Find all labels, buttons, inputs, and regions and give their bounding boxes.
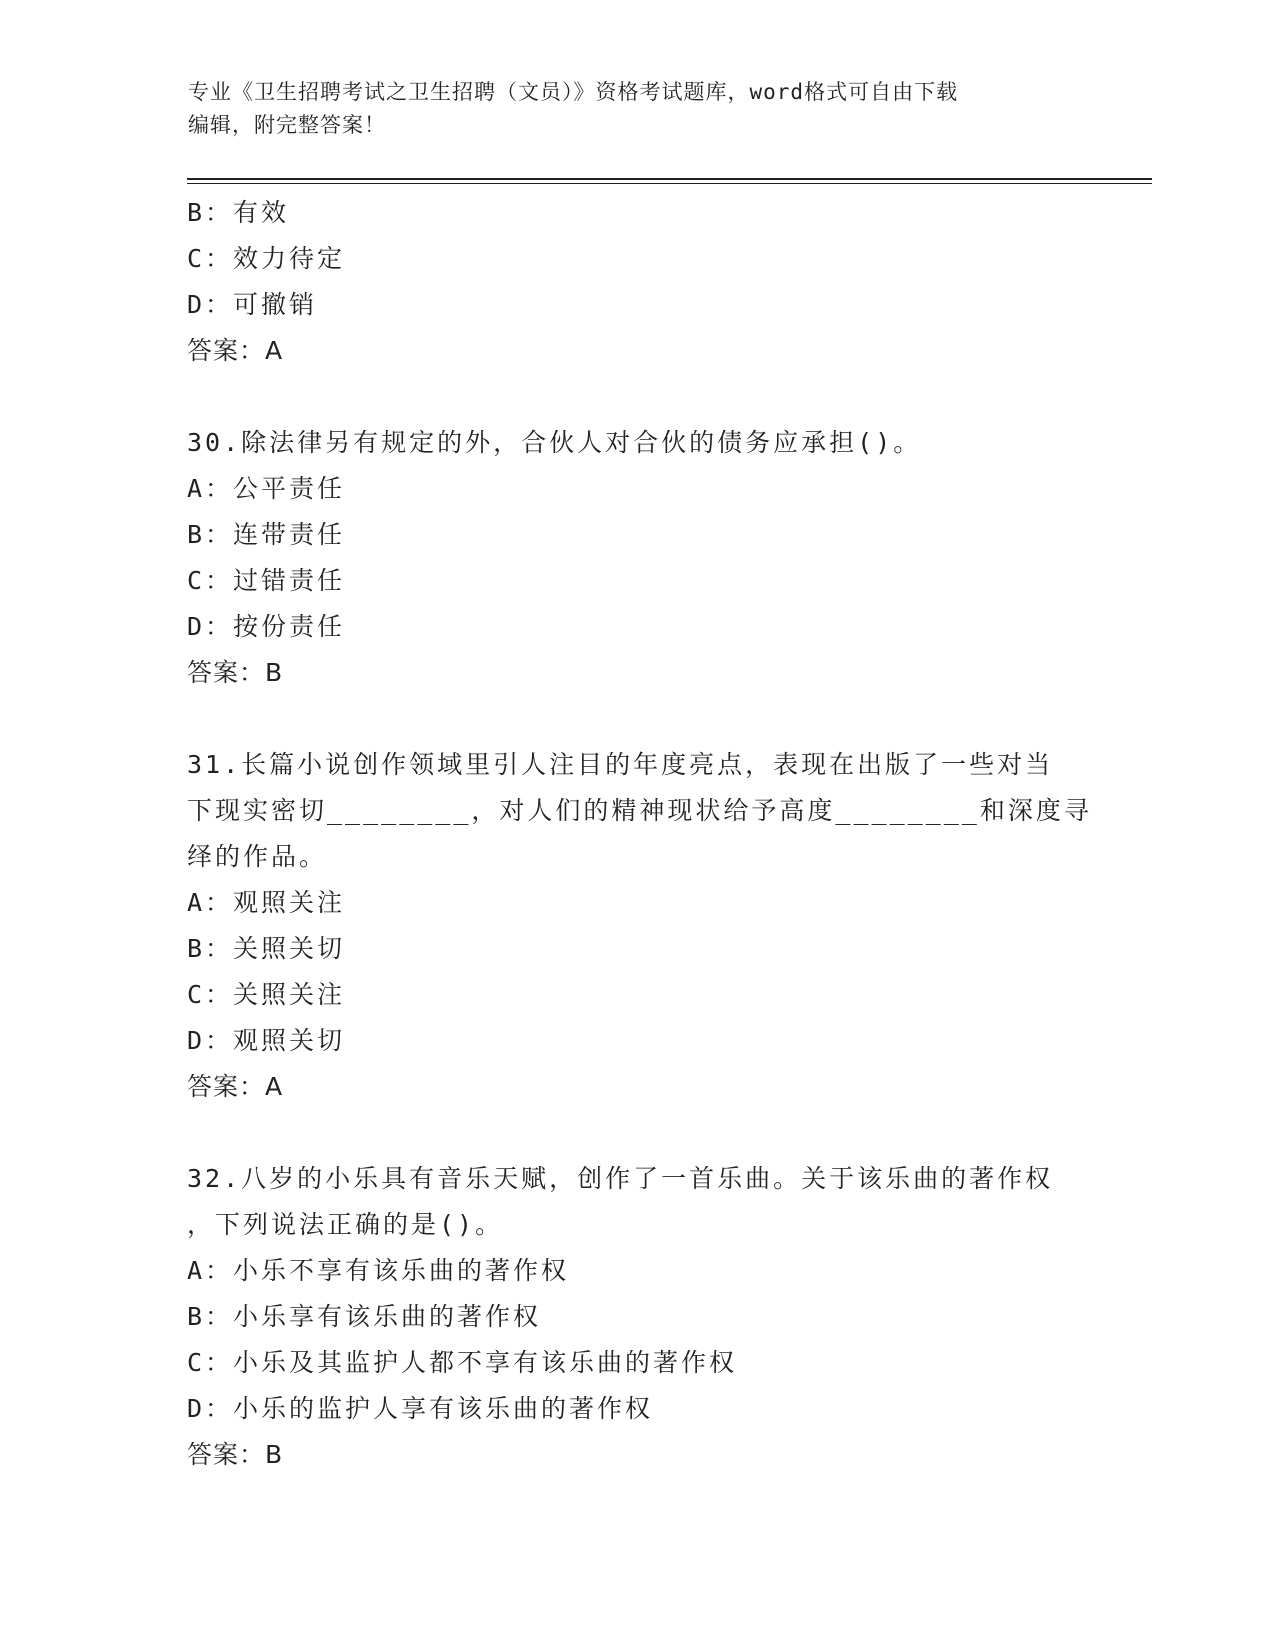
header-divider-thick	[187, 178, 1152, 180]
question-list	[187, 190, 1092, 1478]
option-c: C：关照关注	[187, 980, 346, 1009]
option-d: D：小乐的监护人享有该乐曲的著作权	[187, 1394, 654, 1423]
header-divider-thin	[187, 183, 1152, 184]
option-c: C：小乐及其监护人都不享有该乐曲的著作权	[187, 1348, 738, 1377]
option-c: C：效力待定	[187, 244, 346, 273]
option-d: D：可撤销	[187, 290, 318, 319]
option-a: A：公平责任	[187, 474, 346, 503]
question-30	[187, 420, 1087, 696]
answer-line: 答案：B	[187, 1440, 284, 1469]
answer-line: 答案：B	[187, 658, 284, 687]
question-stem-line-3: 绎的作品。	[187, 842, 328, 871]
spacer	[187, 374, 1087, 420]
option-b: B：小乐享有该乐曲的著作权	[187, 1302, 542, 1331]
spacer	[187, 696, 1087, 742]
question-stem-line-1: 31.长篇小说创作领域里引人注目的年度亮点，表现在出版了一些对当	[187, 750, 1054, 779]
option-b: B：关照关切	[187, 934, 346, 963]
option-b: B：有效	[187, 198, 290, 227]
header-line-1: 专业《卫生招聘考试之卫生招聘（文员）》资格考试题库，word格式可自由下载	[188, 80, 959, 104]
header-line-2: 编辑，附完整答案！	[188, 113, 386, 137]
question-32	[187, 1156, 1087, 1478]
question-stem-line-2: 下现实密切________，对人们的精神现状给予高度________和深度寻	[187, 796, 1092, 825]
question-29-tail	[187, 190, 1087, 374]
question-stem-line-2: ，下列说法正确的是()。	[187, 1210, 504, 1239]
option-b: B：连带责任	[187, 520, 346, 549]
question-stem-line-1: 32.八岁的小乐具有音乐天赋，创作了一首乐曲。关于该乐曲的著作权	[187, 1164, 1054, 1193]
answer-line: 答案：A	[187, 336, 284, 365]
question-31	[187, 742, 1092, 1110]
document-header	[188, 76, 1088, 142]
answer-line: 答案：A	[187, 1072, 284, 1101]
option-d: D：观照关切	[187, 1026, 346, 1055]
option-a: A：观照关注	[187, 888, 346, 917]
option-a: A：小乐不享有该乐曲的著作权	[187, 1256, 570, 1285]
option-d: D：按份责任	[187, 612, 346, 641]
option-c: C：过错责任	[187, 566, 346, 595]
spacer	[187, 1110, 1087, 1156]
question-stem: 30.除法律另有规定的外，合伙人对合伙的债务应承担()。	[187, 428, 922, 457]
